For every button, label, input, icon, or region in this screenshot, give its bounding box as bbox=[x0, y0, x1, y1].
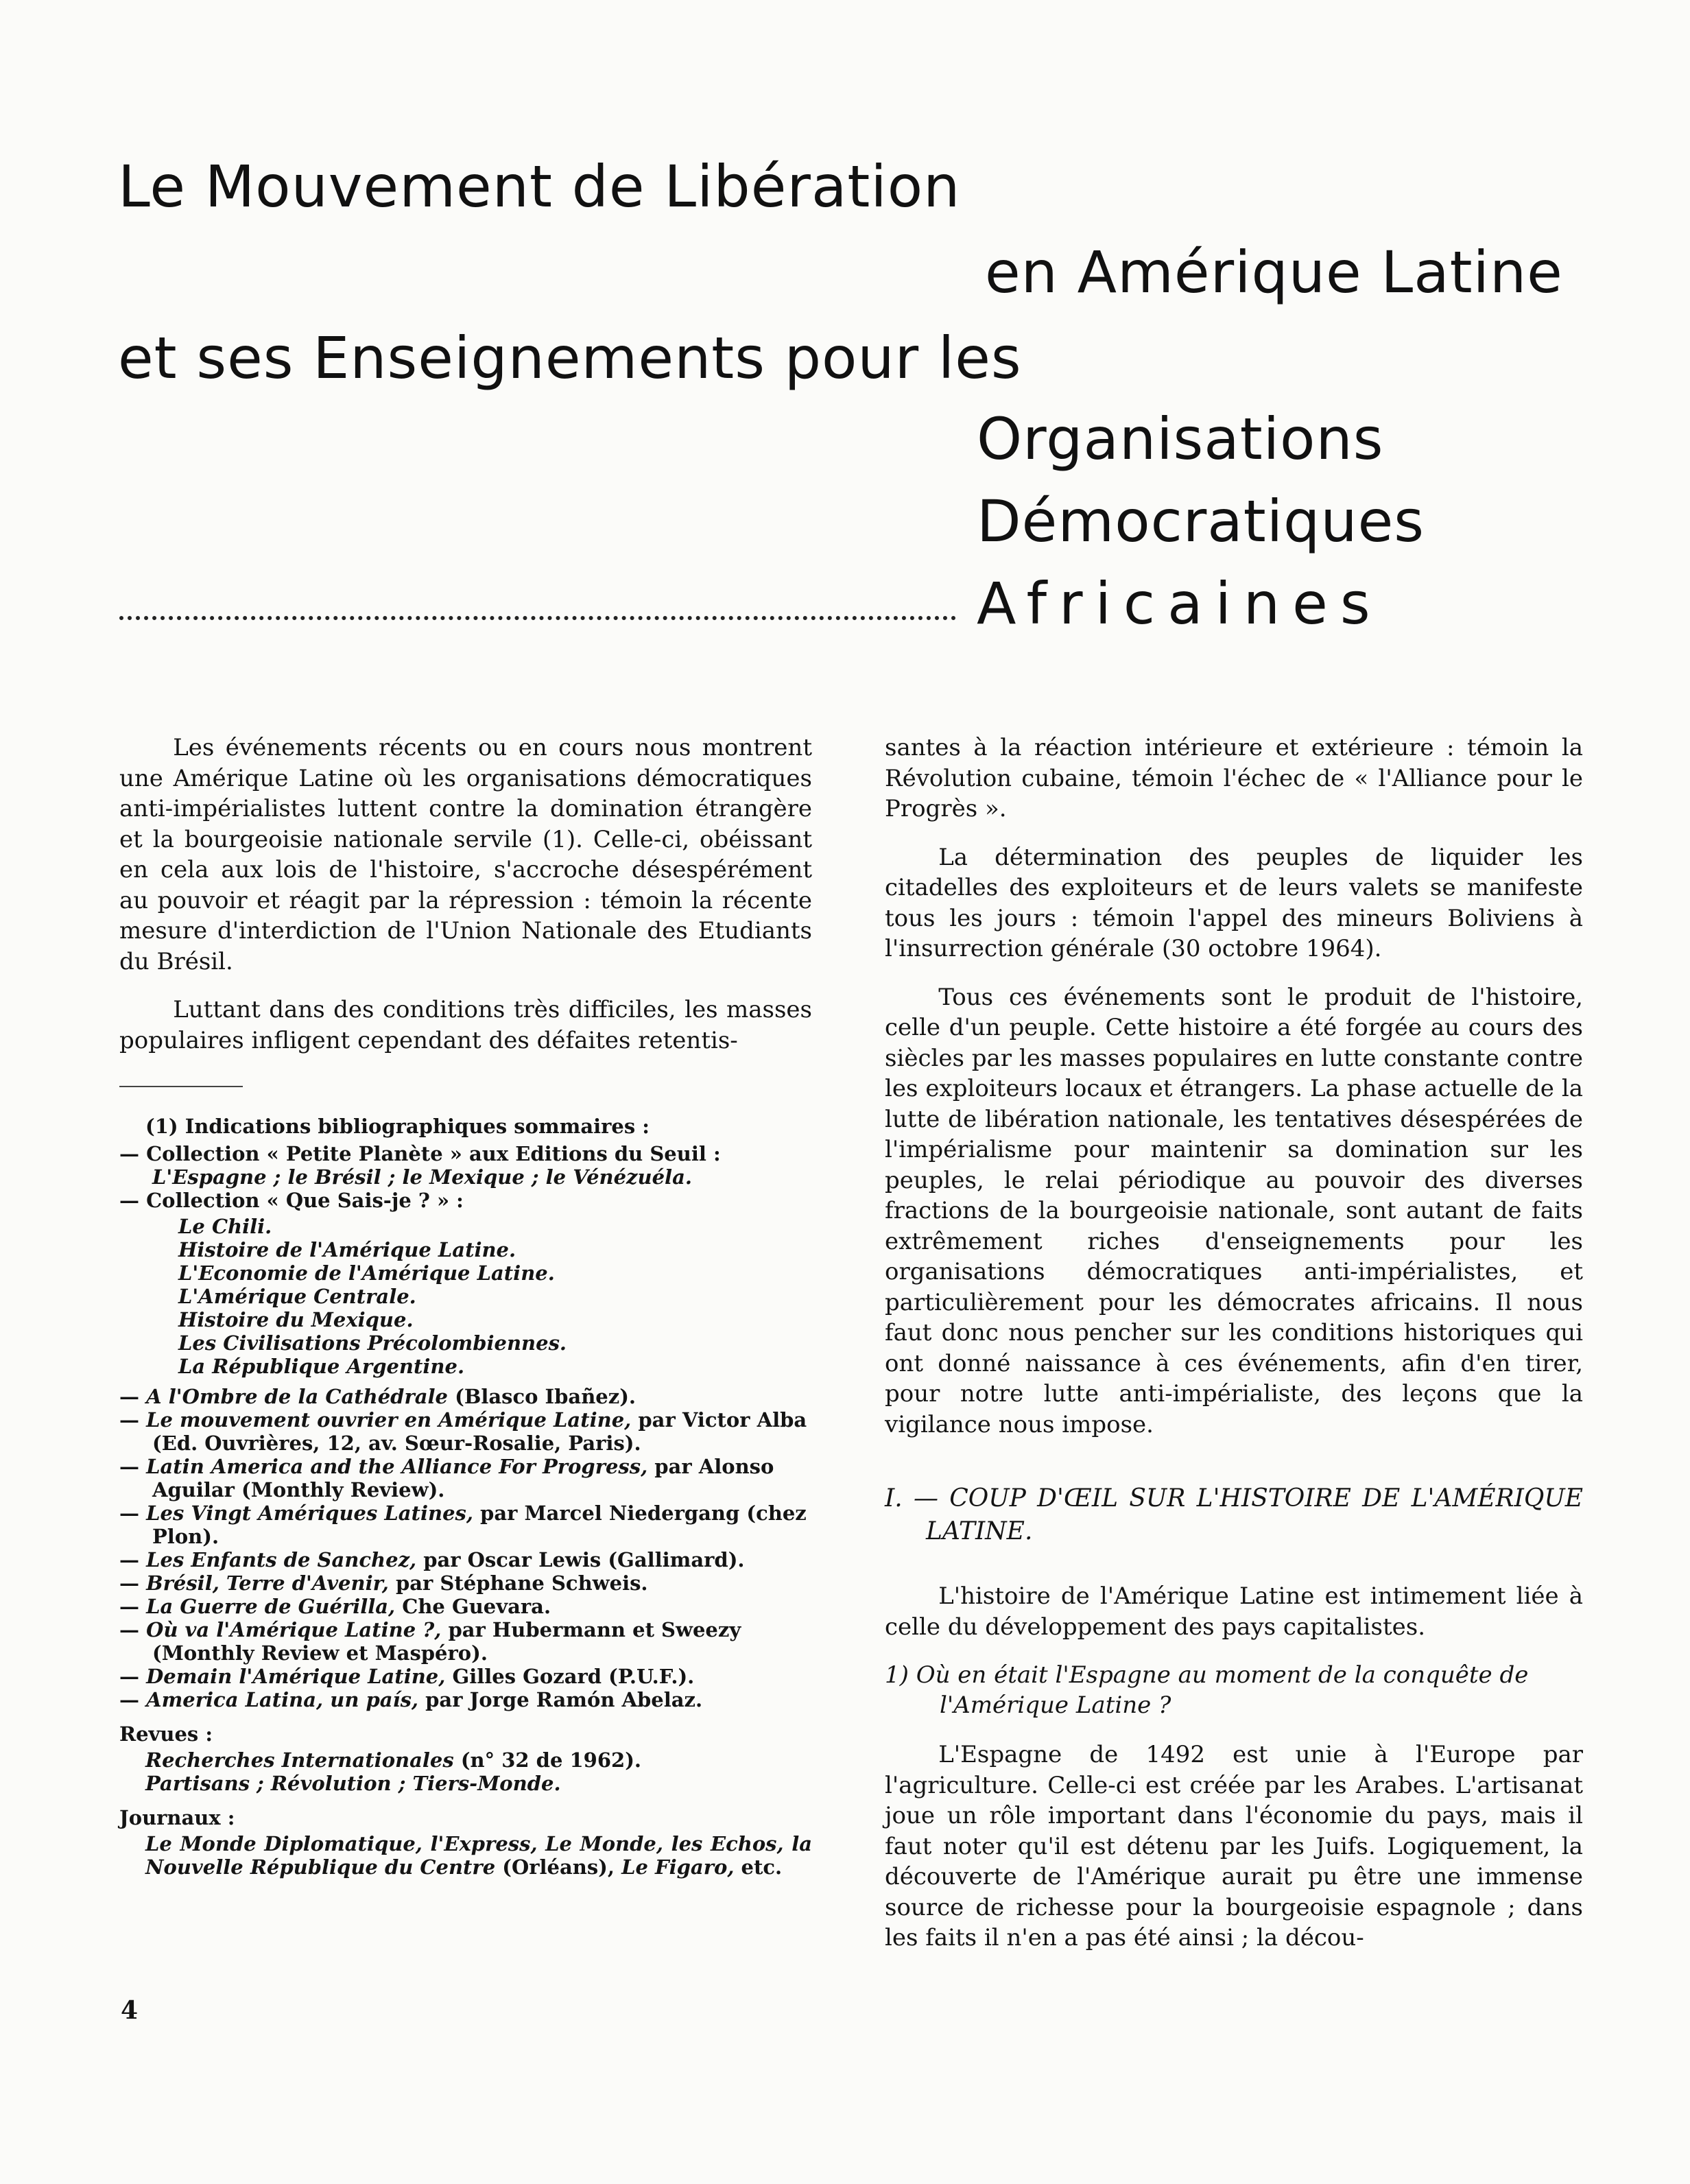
left-paragraph-2: Luttant dans des conditions très difficiles, les masses populaires infligent cependant des défaites retentis- bbox=[119, 996, 812, 1054]
footnote-item-title: Le mouvement ouvrier en Amérique Latine, bbox=[146, 1408, 632, 1432]
footnote-item-rest: par Victor Alba (Ed. Ouvrières, 12, av. Sœur-Rosalie, Paris). bbox=[152, 1408, 807, 1455]
footnote-item-title: A l'Ombre de la Cathédrale bbox=[146, 1385, 448, 1408]
footnote-item bbox=[119, 1385, 812, 1408]
right-paragraph-4: L'histoire de l'Amérique Latine est intimement liée à celle du développement des pays capitalistes. bbox=[885, 1582, 1583, 1641]
footnote-revues-label: Revues : bbox=[119, 1722, 213, 1746]
footnote-qsj-item: La République Argentine. bbox=[178, 1355, 465, 1378]
footnote-item bbox=[119, 1665, 812, 1688]
footnote-revues bbox=[145, 1748, 812, 1772]
footnote-qsj-item: Le Chili. bbox=[178, 1215, 272, 1238]
footnote-qsj-list bbox=[145, 1215, 812, 1378]
footnote-petite-planete bbox=[119, 1142, 812, 1189]
footnote-qsj-item: L'Amérique Centrale. bbox=[178, 1285, 416, 1308]
right-paragraph-5: L'Espagne de 1492 est unie à l'Europe par l'agriculture. Celle-ci est créée par les Arabes. L'artisanat joue un rôle important dans l'économie du pays, mais il faut noter qu'il est détenu par les Juifs. Logiquement, la découverte de l'Amérique aurait pu être une immense source de richesse pour la bourgeoisie espagnole ; dans les faits il n'en a pas été ainsi ; la décou- bbox=[885, 1741, 1583, 1951]
footnote-journaux-end-title: Le Figaro, bbox=[621, 1855, 735, 1879]
footnote-dash: — bbox=[119, 1385, 147, 1408]
footnote-dash: — bbox=[119, 1595, 147, 1618]
left-column bbox=[119, 733, 812, 1879]
footnote-dash: — bbox=[119, 1571, 147, 1595]
footnote-journaux-label: Journaux : bbox=[119, 1806, 235, 1829]
footnote-title: (1) Indications bibliographiques sommaires : bbox=[145, 1115, 650, 1138]
footnote-item-title: Les Enfants de Sanchez, bbox=[146, 1548, 417, 1571]
section-heading: I. — COUP D'ŒIL SUR L'HISTOIRE DE L'AMÉRIQUE LATINE. bbox=[885, 1484, 1583, 1545]
footnote-item bbox=[119, 1408, 812, 1455]
footnote-item-rest: Che Guevara. bbox=[395, 1595, 551, 1618]
footnote-journaux bbox=[145, 1832, 812, 1879]
footnote-item bbox=[119, 1502, 812, 1548]
title-line-1: Le Mouvement de Libération bbox=[118, 153, 961, 220]
footnote-revues-title: Recherches Internationales bbox=[145, 1748, 454, 1772]
footnote-item-title: La Guerre de Guérilla, bbox=[146, 1595, 396, 1618]
right-column bbox=[885, 733, 1583, 1971]
footnote-item-rest: par Jorge Ramón Abelaz. bbox=[418, 1688, 703, 1711]
title-line-6: Africaines bbox=[977, 570, 1383, 637]
footnote-que-sais-je bbox=[119, 1189, 812, 1212]
footnote-dash: — bbox=[119, 1455, 147, 1478]
footnote-item-title: Où va l'Amérique Latine ?, bbox=[146, 1618, 442, 1641]
footnote-separator bbox=[119, 1086, 243, 1087]
title-line-3: et ses Enseignements pour les bbox=[118, 324, 1022, 392]
footnote-journaux-end: etc. bbox=[734, 1855, 783, 1879]
title-line-2: en Amérique Latine bbox=[985, 239, 1563, 306]
footnote-item bbox=[119, 1571, 812, 1595]
footnote-item bbox=[119, 1548, 812, 1571]
footnote-item-rest: par Oscar Lewis (Gallimard). bbox=[416, 1548, 745, 1571]
footnote-dash: — bbox=[119, 1408, 147, 1432]
footnote-qsj-item: Histoire de l'Amérique Latine. bbox=[178, 1238, 516, 1261]
footnote-dash: — bbox=[119, 1665, 147, 1688]
footnote-que-sais-je-label: — Collection « Que Sais-je ? » : bbox=[119, 1189, 464, 1212]
footnote-item-rest: par Stéphane Schweis. bbox=[388, 1571, 648, 1595]
title-line-4: Organisations bbox=[977, 405, 1384, 473]
right-paragraph-1: santes à la réaction intérieure et extérieure : témoin la Révolution cubaine, témoin l'échec de « l'Alliance pour le Progrès ». bbox=[885, 734, 1583, 822]
footnote-item-rest: par Alonso Aguilar (Monthly Review). bbox=[152, 1455, 774, 1502]
footnote-dash: — bbox=[119, 1548, 147, 1571]
footnote-dash: — bbox=[119, 1618, 147, 1641]
footnote-item-rest: par Hubermann et Sweezy (Monthly Review et Maspéro). bbox=[152, 1618, 741, 1665]
footnote-item-title: America Latina, un país, bbox=[146, 1688, 419, 1711]
footnote-item bbox=[119, 1595, 812, 1618]
right-paragraph-3: Tous ces événements sont le produit de l'histoire, celle d'un peuple. Cette histoire a été forgée au cours des siècles par les masses populaires en lutte constante contre les exploiteurs locaux et étrangers. La phase actuelle de la lutte de libération nationale, les tentatives désespérées de l'impérialisme pour maintenir sa domination sur les peuples, le relai périodique au pouvoir des diverses fractions de la bourgeoisie nationale, sont autant de faits extrêmement riches d'enseignements pour les organisations démocratiques anti-impérialistes, et particulièrement pour les démocrates africains. Il nous faut donc nous pencher sur les conditions historiques qui ont donné naissance à ces événements, afin d'en tirer, pour notre lutte anti-impérialiste, des leçons que la vigilance nous impose. bbox=[885, 983, 1583, 1438]
footnotes bbox=[119, 1115, 812, 1879]
footnote-petite-planete-titles: L'Espagne ; le Brésil ; le Mexique ; le Vénézuéla. bbox=[152, 1165, 692, 1189]
footnote-item-title: Demain l'Amérique Latine, bbox=[146, 1665, 446, 1688]
title-dotted-rule bbox=[119, 616, 956, 620]
footnote-dash: — bbox=[119, 1688, 147, 1711]
footnote-item-title: Latin America and the Alliance For Progress, bbox=[146, 1455, 648, 1478]
sub-heading: 1) Où en était l'Espagne au moment de la conquête de l'Amérique Latine ? bbox=[885, 1661, 1529, 1719]
footnote-petite-planete-label: — Collection « Petite Planète » aux Editions du Seuil : bbox=[119, 1142, 721, 1165]
footnote-item bbox=[119, 1618, 812, 1665]
title-line-5: Démocratiques bbox=[977, 488, 1425, 555]
footnote-qsj-item: Histoire du Mexique. bbox=[178, 1308, 414, 1331]
footnote-revues-titles: Partisans ; Révolution ; Tiers-Monde. bbox=[145, 1772, 561, 1795]
footnote-qsj-item: L'Economie de l'Amérique Latine. bbox=[178, 1261, 555, 1285]
right-paragraph-2: La détermination des peuples de liquider les citadelles des exploiteurs et de leurs valets se manifeste tous les jours : témoin l'appel des mineurs Boliviens à l'insurrection générale (30 octobre 1964). bbox=[885, 843, 1583, 962]
footnote-revues-rest: (n° 32 de 1962). bbox=[453, 1748, 642, 1772]
footnote-item-title: Les Vingt Amériques Latines, bbox=[146, 1502, 473, 1525]
footnote-qsj-item: Les Civilisations Précolombiennes. bbox=[178, 1331, 567, 1355]
footnote-item-rest: Gilles Gozard (P.U.F.). bbox=[445, 1665, 695, 1688]
footnote-journaux-mid: (Orléans), bbox=[495, 1855, 622, 1879]
footnote-item bbox=[119, 1688, 812, 1711]
footnote-item-title: Brésil, Terre d'Avenir, bbox=[146, 1571, 389, 1595]
footnote-item bbox=[119, 1455, 812, 1502]
left-paragraph-1: Les événements récents ou en cours nous montrent une Amérique Latine où les organisations démocratiques anti-impérialistes luttent contre la domination étrangère et la bourgeoisie nationale servile (1). Celle-ci, obéissant en cela aux lois de l'histoire, s'accroche désespérément au pouvoir et réagit par la répression : témoin la récente mesure d'interdiction de l'Union Nationale des Etudiants du Brésil. bbox=[119, 734, 812, 975]
footnote-revues-line2 bbox=[145, 1772, 812, 1795]
footnote-item-rest: par Marcel Niedergang (chez Plon). bbox=[152, 1502, 807, 1548]
footnote-journaux-titles: Le Monde Diplomatique, l'Express, Le Monde, les Echos, la Nouvelle République du Centre bbox=[145, 1832, 812, 1879]
page-number: 4 bbox=[121, 1996, 139, 2025]
footnote-item-rest: (Blasco Ibañez). bbox=[448, 1385, 636, 1408]
footnote-dash: — bbox=[119, 1502, 147, 1525]
